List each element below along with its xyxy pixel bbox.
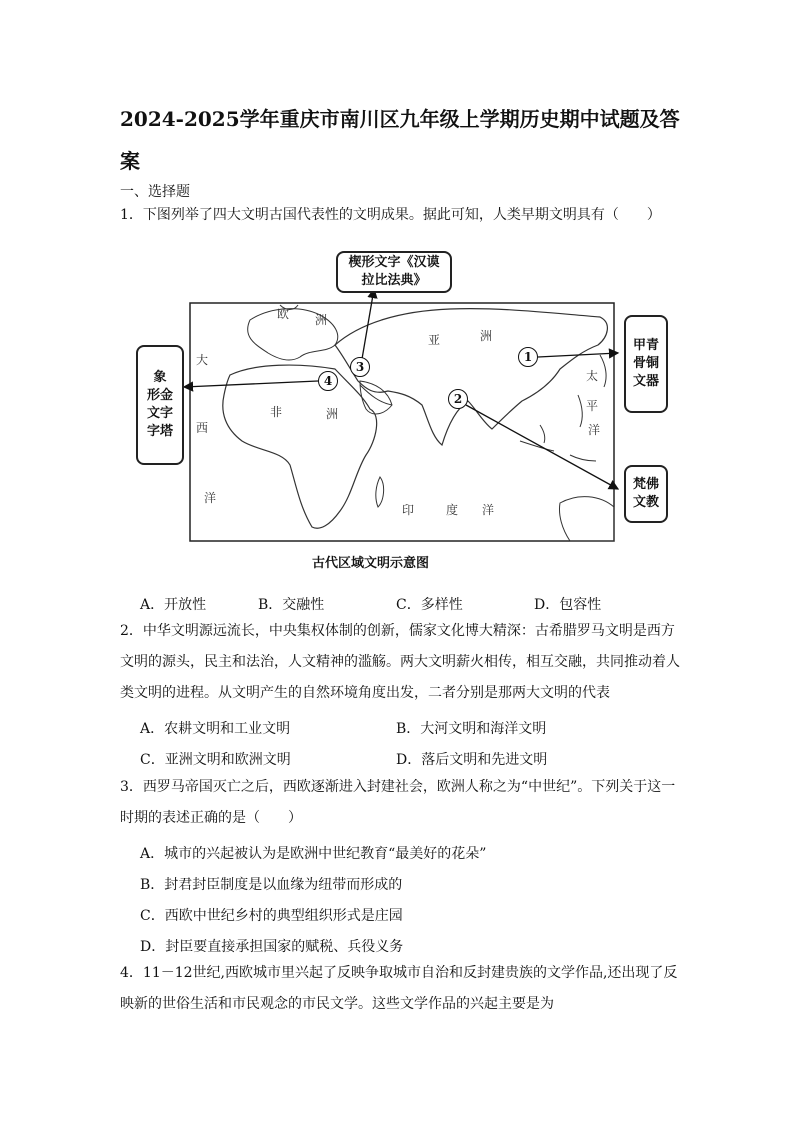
q2-option-c[interactable]: C．亚洲文明和欧洲文明 xyxy=(140,752,291,768)
section-heading: 一、选择题 xyxy=(120,184,190,200)
marker-4: 4 xyxy=(318,371,338,391)
box-right1-line-1: 甲青 xyxy=(632,338,659,353)
q3-option-b[interactable]: B．封君封臣制度是以血缘为纽带而形成的 xyxy=(140,877,403,893)
label-indian-2: 度 xyxy=(446,503,459,517)
box-right1-line-3: 文器 xyxy=(632,374,659,389)
label-pacific-2: 平 xyxy=(586,399,599,413)
page-title: 2024-2025学年重庆市南川区九年级上学期历史期中试题及答案 xyxy=(120,107,680,173)
q3-option-d[interactable]: D．封臣要直接承担国家的赋税、兵役义务 xyxy=(140,939,404,955)
question-4-stem: 4．11－12世纪,西欧城市里兴起了反映争取城市自治和反封建贵族的文学作品,还出现了反映新的世俗生活和市民观念的市民文学。这些文学作品的兴起主要是为 xyxy=(120,965,678,1012)
label-pacific-3: 洋 xyxy=(588,423,601,437)
question-2-stem: 2．中华文明源远流长，中央集权体制的创新，儒家文化博大精深：古希腊罗马文明是西方文明的源头，民主和法治，人文精神的滥觞。两大文明薪火相传，相互交融，共同推动着人类文明的进程。从文明产生的自然环境角度出发，二者分别是那两大文明的代表 xyxy=(120,623,680,701)
box-hieroglyph-pyramid xyxy=(136,345,184,465)
box-right2-line-1: 梵佛 xyxy=(632,477,659,492)
marker-3: 3 xyxy=(350,357,370,377)
box-left-line-1: 象 xyxy=(153,370,167,385)
label-indian-1: 印 xyxy=(402,503,415,517)
box-left-line-3: 文字 xyxy=(146,406,173,421)
box-left-line-4: 字塔 xyxy=(146,424,173,439)
label-atlantic-2: 西 xyxy=(196,421,209,435)
box-right1-line-2: 骨铜 xyxy=(632,356,659,371)
q1-option-b[interactable]: B．交融性 xyxy=(258,597,325,613)
box-left-line-2: 形金 xyxy=(146,388,173,403)
civilization-map xyxy=(130,245,659,575)
label-europe-1: 欧 xyxy=(277,307,290,321)
q3-option-c[interactable]: C．西欧中世纪乡村的典型组织形式是庄园 xyxy=(140,908,403,924)
q2-option-a[interactable]: A．农耕文明和工业文明 xyxy=(140,721,291,737)
label-europe-2: 洲 xyxy=(315,313,328,327)
box-cuneiform-text: 楔形文字《汉谟拉比法典》 xyxy=(348,255,440,288)
box-cuneiform-code xyxy=(336,251,452,293)
label-africa-2: 洲 xyxy=(326,407,339,421)
label-atlantic-3: 洋 xyxy=(204,491,217,505)
marker-1: 1 xyxy=(518,347,538,367)
box-oracle-bronze xyxy=(624,315,668,413)
label-indian-3: 洋 xyxy=(482,503,495,517)
label-pacific-1: 太 xyxy=(586,369,599,383)
q2-option-b[interactable]: B．大河文明和海洋文明 xyxy=(396,721,547,737)
q1-option-c[interactable]: C．多样性 xyxy=(396,597,463,613)
q2-option-d[interactable]: D．落后文明和先进文明 xyxy=(396,752,548,768)
question-3-stem: 3．西罗马帝国灭亡之后，西欧逐渐进入封建社会，欧洲人称之为“中世纪”。下列关于这一时期的表述正确的是（ ） xyxy=(120,779,676,826)
label-atlantic-1: 大 xyxy=(196,353,209,367)
label-africa-1: 非 xyxy=(270,405,283,419)
label-asia-2: 洲 xyxy=(480,329,493,343)
box-sanskrit-buddhism xyxy=(624,465,668,523)
marker-2: 2 xyxy=(448,389,468,409)
box-right2-line-2: 文教 xyxy=(632,495,659,510)
world-map-illustration xyxy=(130,245,650,575)
q3-option-a[interactable]: A．城市的兴起被认为是欧洲中世纪教育“最美好的花朵” xyxy=(140,846,487,862)
map-caption: 古代区域文明示意图 xyxy=(312,556,430,571)
q1-option-d[interactable]: D．包容性 xyxy=(534,597,602,613)
q1-option-a[interactable]: A．开放性 xyxy=(140,597,207,613)
question-1-stem: 1．下图列举了四大文明古国代表性的文明成果。据此可知，人类早期文明具有（ ） xyxy=(120,207,661,223)
label-asia-1: 亚 xyxy=(428,333,441,347)
